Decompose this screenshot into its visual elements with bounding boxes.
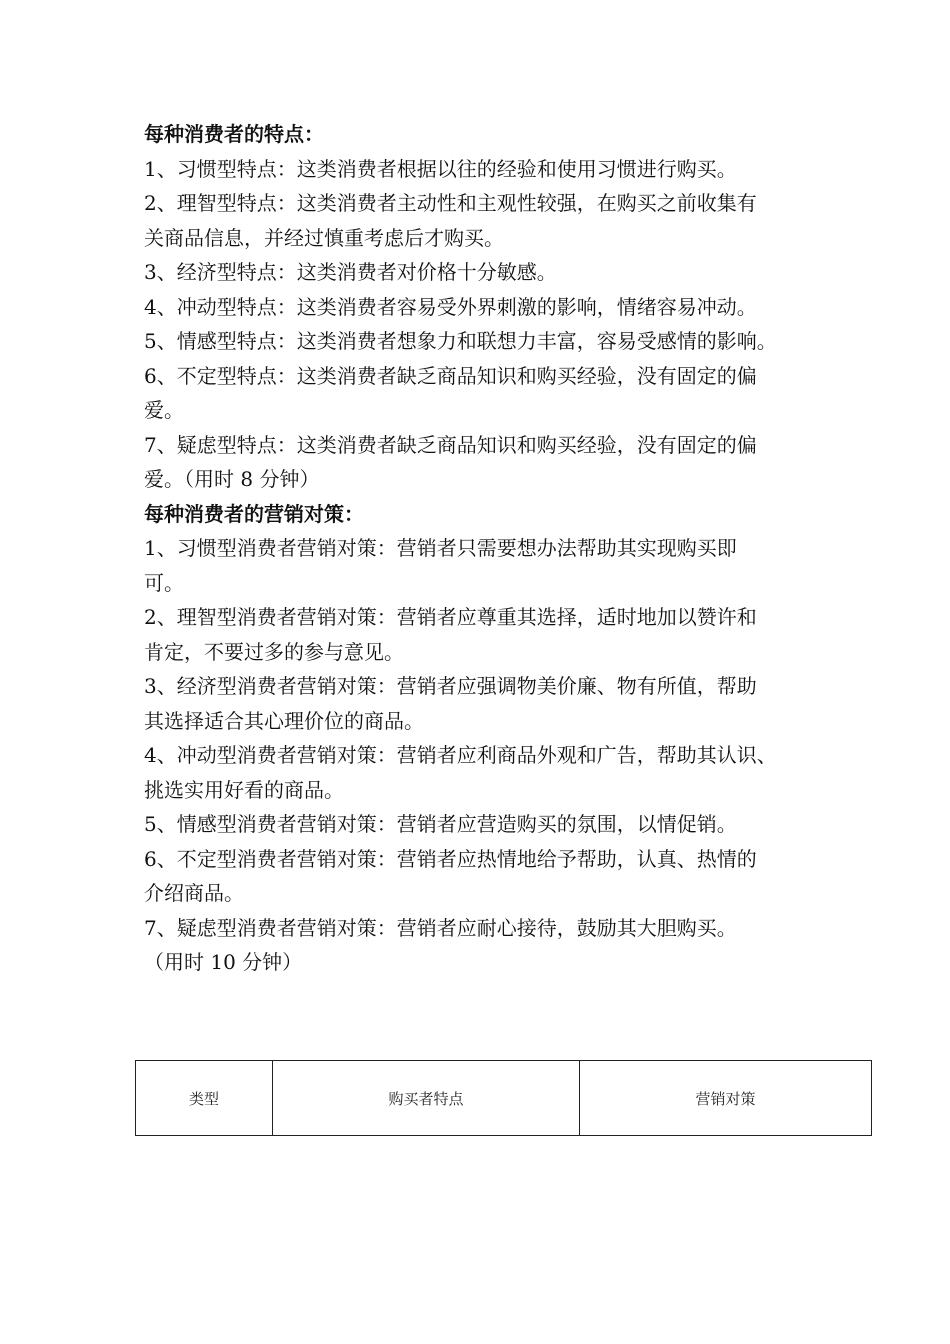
strategy-line: 7、疑虑型消费者营销对策：营销者应耐心接待，鼓励其大胆购买。 [144,915,737,940]
characteristic-line: 3、经济型特点：这类消费者对价格十分敏感。 [144,260,557,284]
characteristic-line: 7、疑虑型特点：这类消费者缺乏商品知识和购买经验，没有固定的偏 [144,432,757,457]
strategy-line: 4、冲动型消费者营销对策：营销者应利商品外观和广告，帮助其认识、 [144,743,777,767]
strategy-line: 可。 [144,570,184,595]
strategy-line: 挑选实用好看的商品。 [144,777,344,802]
characteristic-line: 关商品信息，并经过慎重考虑后才购买。 [144,225,504,250]
characteristic-line: 4、冲动型特点：这类消费者容易受外界刺激的影响，情绪容易冲动。 [144,294,757,319]
characteristic-line: 6、不定型特点：这类消费者缺乏商品知识和购买经验，没有固定的偏 [144,363,757,388]
strategy-line: 2、理智型消费者营销对策：营销者应尊重其选择，适时地加以赞许和 [144,605,757,629]
strategy-line: 1、习惯型消费者营销对策：营销者只需要想办法帮助其实现购买即 [144,536,737,560]
strategy-line: 6、不定型消费者营销对策：营销者应热情地给予帮助，认真、热情的 [144,846,757,871]
table-header-row [136,1061,872,1136]
characteristic-line: 爱。 [144,398,184,422]
strategy-line: 其选择适合其心理价位的商品。 [144,708,424,733]
document-body [144,117,816,980]
characteristic-line: 爱。（用时 8 分钟） [144,467,320,491]
strategy-line: 肯定，不要过多的参与意见。 [144,639,404,664]
header-cell-buyer-characteristics: 购买者特点 [273,1061,580,1136]
strategy-line: 5、情感型消费者营销对策：营销者应营造购买的氛围，以情促销。 [144,812,737,836]
characteristic-line: 1、习惯型特点：这类消费者根据以往的经验和使用习惯进行购买。 [144,156,737,181]
characteristic-line: 5、情感型特点：这类消费者想象力和联想力丰富，容易受感情的影响。 [144,329,777,353]
header-cell-type: 类型 [136,1061,273,1136]
strategy-line: 介绍商品。 [144,881,244,905]
section-heading-strategies: 每种消费者的营销对策： [144,501,364,526]
strategy-line: 3、经济型消费者营销对策：营销者应强调物美价廉、物有所值，帮助 [144,674,757,698]
section-heading-characteristics: 每种消费者的特点： [144,122,324,146]
strategy-line: （用时 10 分钟） [144,950,303,974]
header-cell-marketing-strategy: 营销对策 [580,1061,872,1136]
characteristic-line: 2、理智型特点：这类消费者主动性和主观性较强，在购买之前收集有 [144,191,757,215]
summary-table [135,1060,864,1136]
